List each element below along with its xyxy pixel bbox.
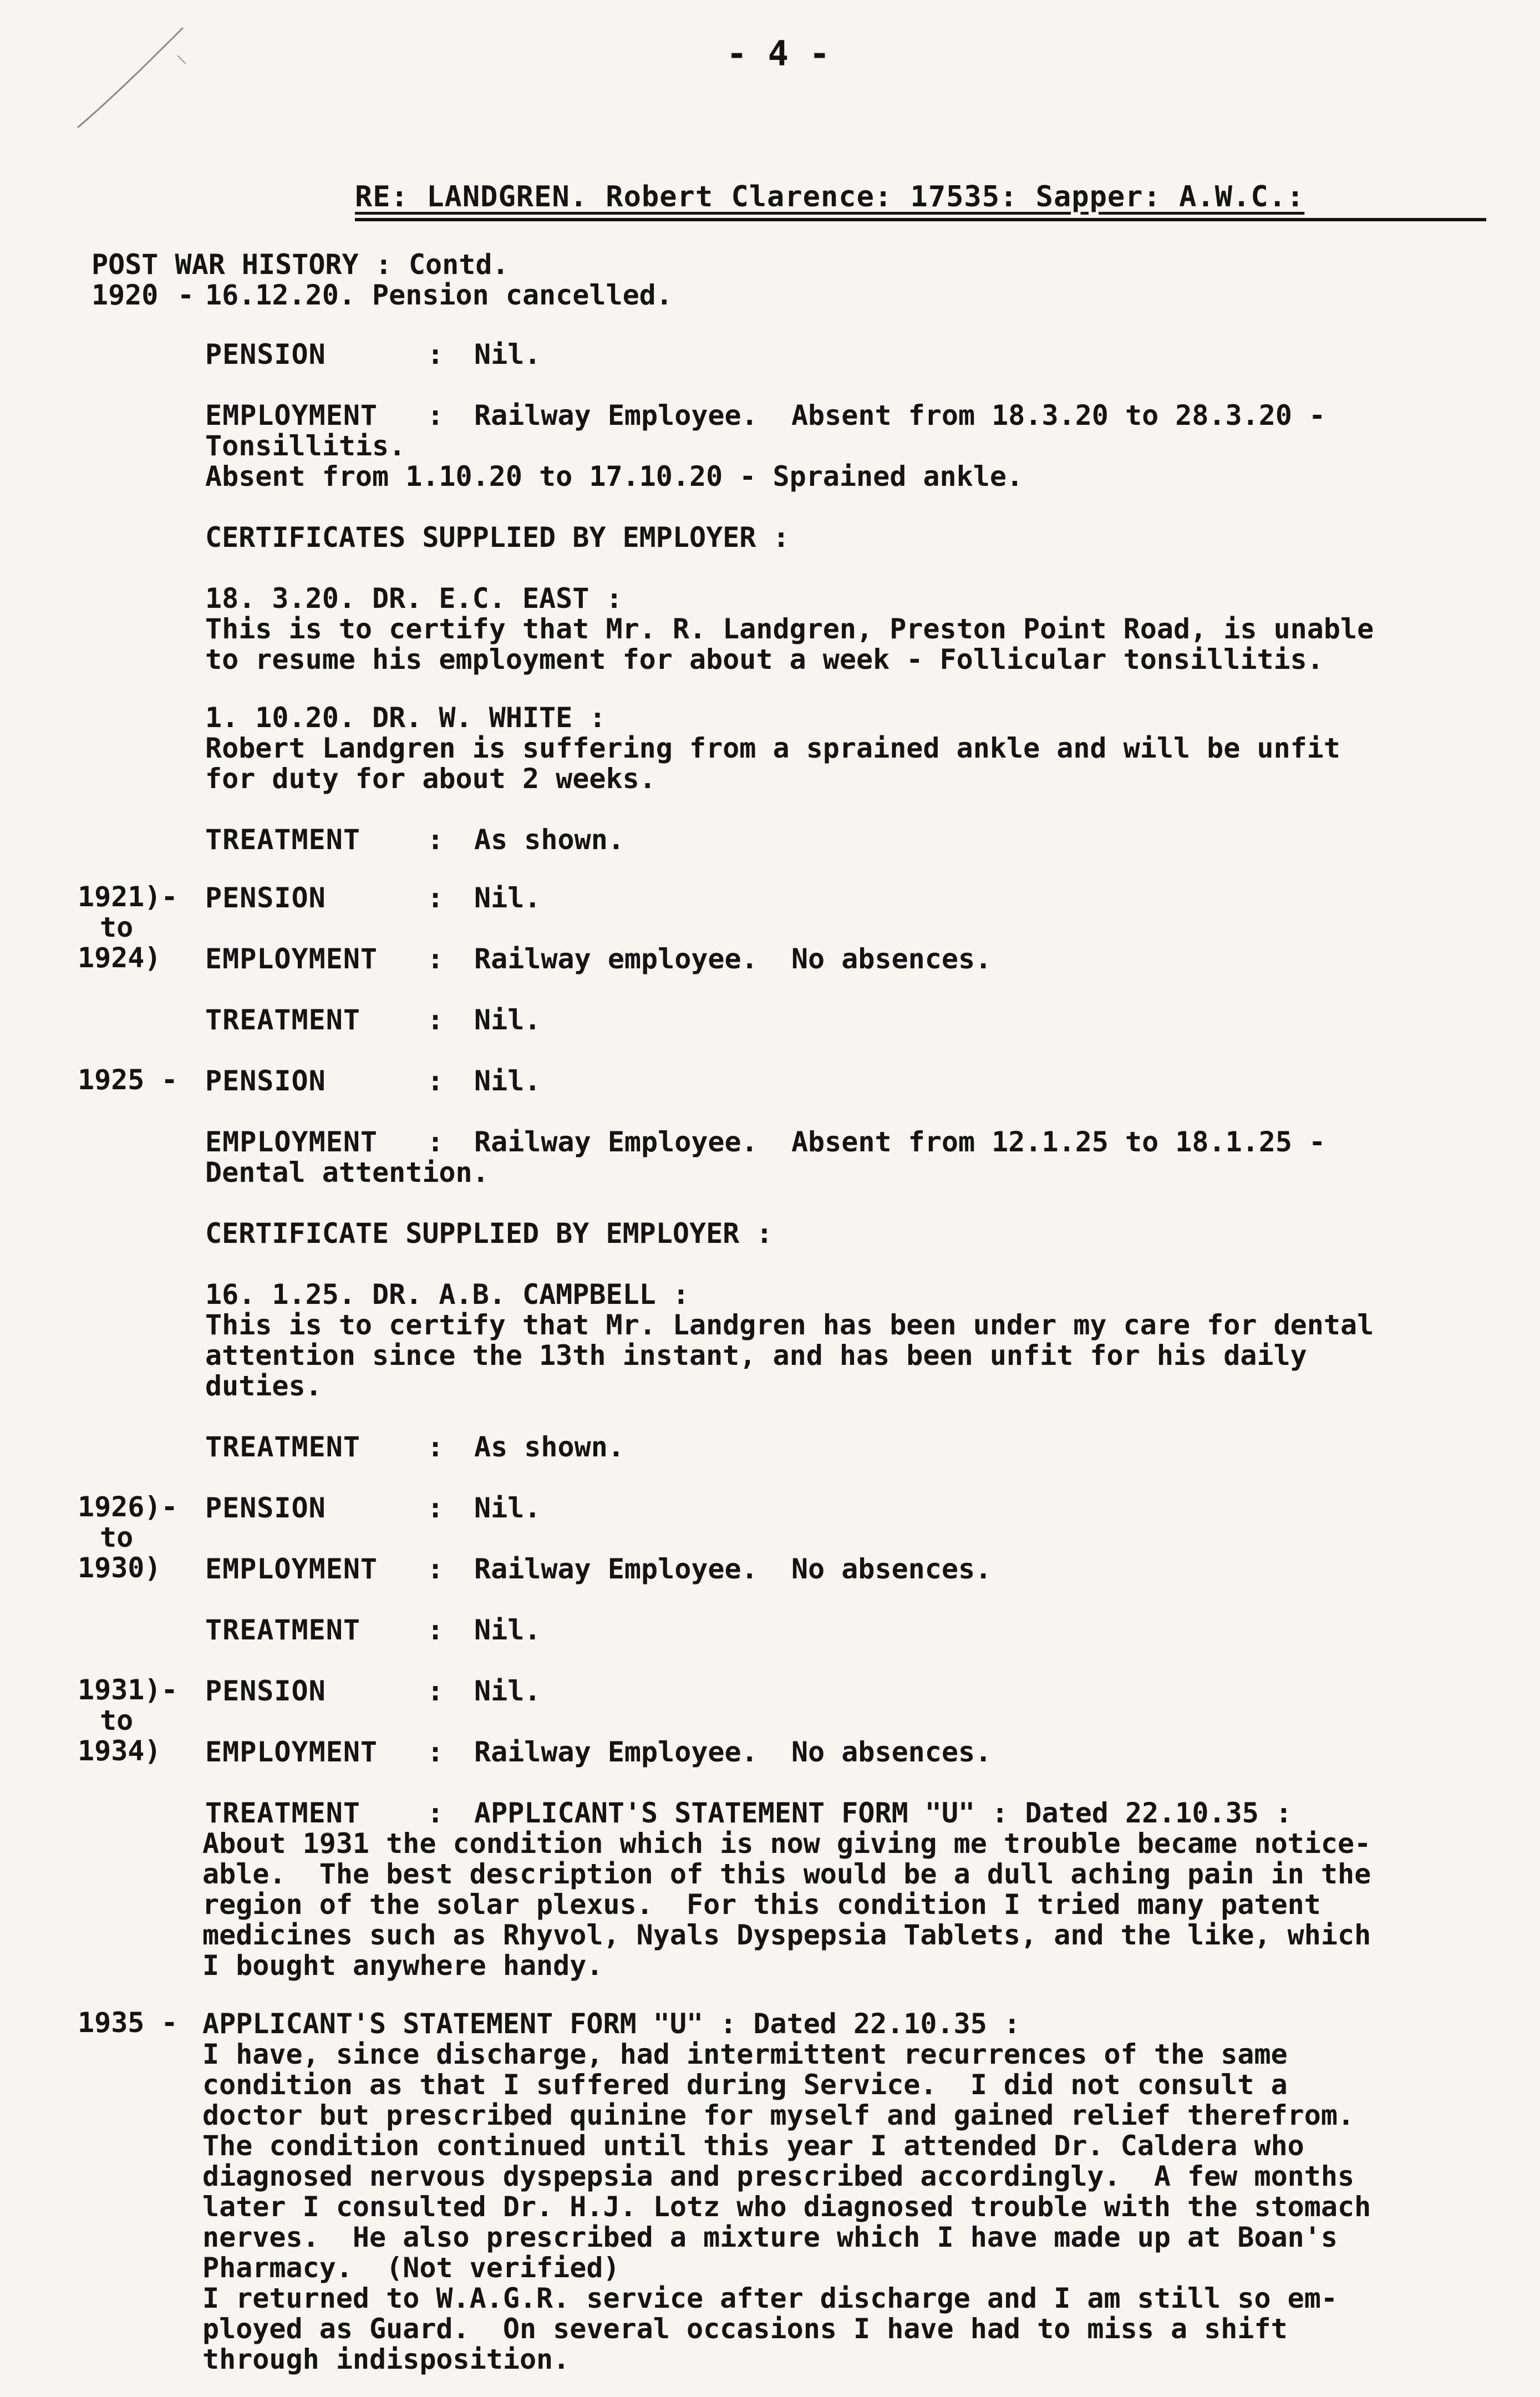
colon: :	[427, 1004, 444, 1036]
year-range-to: to	[100, 1521, 134, 1553]
certificate-text: duties.	[205, 1370, 322, 1402]
statement-text: Pharmacy. (Not verified)	[202, 2252, 620, 2284]
employment-continuation: Absent from 1.10.20 to 17.10.20 - Sprained ankle.	[205, 460, 1024, 492]
certificate-text: attention since the 13th instant, and has been unfit for his daily	[205, 1339, 1307, 1372]
employment-continuation: Tonsillitis.	[205, 430, 406, 462]
employment-value: Railway employee. No absences.	[474, 943, 992, 975]
statement-text: I bought anywhere handy.	[202, 1949, 603, 1982]
colon: :	[427, 1126, 444, 1158]
certificate-heading: 18. 3.20. DR. E.C. EAST :	[205, 582, 623, 615]
pension-label: PENSION	[205, 1675, 326, 1707]
section-heading: POST WAR HISTORY : Contd.	[92, 248, 509, 281]
statement-text: About 1931 the condition which is now giving me trouble became notice-	[202, 1827, 1371, 1860]
certificates-heading: CERTIFICATE SUPPLIED BY EMPLOYER :	[205, 1217, 773, 1250]
pencil-mark	[67, 22, 194, 133]
statement-text: ployed as Guard. On several occasions I have had to miss a shift	[202, 2313, 1288, 2345]
statement-heading: APPLICANT'S STATEMENT FORM "U" : Dated 22.10.35 :	[202, 2008, 1021, 2040]
colon: :	[427, 1736, 444, 1768]
treatment-value: As shown.	[474, 1431, 624, 1463]
year-range-to: to	[100, 1704, 134, 1736]
employment-value: Railway Employee. No absences.	[474, 1736, 992, 1768]
pension-cancelled-text: 16.12.20. Pension cancelled.	[205, 279, 673, 311]
year-range-to: to	[100, 911, 134, 943]
employment-continuation: Dental attention.	[205, 1156, 489, 1189]
pension-value: Nil.	[474, 338, 541, 370]
certificate-heading: 16. 1.25. DR. A.B. CAMPBELL :	[205, 1278, 689, 1311]
colon: :	[427, 1553, 444, 1585]
certificate-heading: 1. 10.20. DR. W. WHITE :	[205, 702, 606, 734]
pension-value: Nil.	[474, 1675, 541, 1707]
year-range-start: 1931)-	[78, 1674, 178, 1706]
treatment-value: Nil.	[474, 1614, 541, 1646]
statement-text: later I consulted Dr. H.J. Lotz who diagnosed trouble with the stomach	[202, 2191, 1371, 2223]
pension-value: Nil.	[474, 1065, 541, 1097]
statement-text: region of the solar plexus. For this condition I tried many patent	[202, 1888, 1321, 1921]
employment-value: Railway Employee. Absent from 12.1.25 to 18.1.25 -	[474, 1126, 1326, 1158]
treatment-label: TREATMENT	[205, 824, 360, 856]
colon: :	[427, 1797, 444, 1829]
employment-value: Railway Employee. Absent from 18.3.20 to 28.3.20 -	[474, 399, 1326, 431]
treatment-value: APPLICANT'S STATEMENT FORM "U" : Dated 22.10.35 :	[474, 1797, 1293, 1829]
pension-label: PENSION	[205, 1065, 326, 1097]
statement-text: The condition continued until this year I attended Dr. Caldera who	[202, 2130, 1304, 2162]
employment-label: EMPLOYMENT	[205, 1126, 378, 1158]
year-dash: -	[177, 279, 195, 311]
pension-value: Nil.	[474, 882, 541, 914]
colon: :	[427, 1614, 444, 1646]
employment-label: EMPLOYMENT	[205, 1553, 378, 1585]
page-number: - 4 -	[726, 33, 830, 74]
subject-line: RE: LANDGREN. Robert Clarence: 17535: Sapper: A.W.C.:	[355, 180, 1486, 221]
treatment-value: Nil.	[474, 1004, 541, 1036]
pension-label: PENSION	[205, 338, 326, 370]
year-range-end: 1924)	[78, 942, 161, 974]
treatment-label: TREATMENT	[205, 1614, 360, 1646]
year-range-end: 1930)	[78, 1552, 161, 1584]
statement-text: condition as that I suffered during Service. I did not consult a	[202, 2069, 1288, 2101]
certificate-text: Robert Landgren is suffering from a sprained ankle and will be unfit	[205, 732, 1340, 764]
statement-text: I have, since discharge, had intermittent recurrences of the same	[202, 2038, 1288, 2070]
employment-label: EMPLOYMENT	[205, 1736, 378, 1768]
colon: :	[427, 338, 444, 370]
certificate-text: This is to certify that Mr. R. Landgren, Preston Point Road, is unable	[205, 613, 1374, 645]
pension-label: PENSION	[205, 1492, 326, 1524]
colon: :	[427, 1492, 444, 1524]
statement-text: I returned to W.A.G.R. service after discharge and I am still so em-	[202, 2282, 1338, 2314]
colon: :	[427, 943, 444, 975]
treatment-value: As shown.	[474, 824, 624, 856]
statement-text: nerves. He also prescribed a mixture which I have made up at Boan's	[202, 2221, 1338, 2253]
year-label: 1935 -	[78, 2007, 178, 2039]
year-range-end: 1934)	[78, 1735, 161, 1767]
certificate-text: to resume his employment for about a week - Follicular tonsillitis.	[205, 643, 1324, 676]
treatment-label: TREATMENT	[205, 1431, 360, 1463]
year-range-start: 1926)-	[78, 1491, 178, 1523]
employment-value: Railway Employee. No absences.	[474, 1553, 992, 1585]
certificate-text: This is to certify that Mr. Landgren has been under my care for dental	[205, 1309, 1374, 1341]
colon: :	[427, 824, 444, 856]
treatment-label: TREATMENT	[205, 1797, 360, 1829]
statement-text: medicines such as Rhyvol, Nyals Dyspepsia Tablets, and the like, which	[202, 1919, 1371, 1951]
statement-text: doctor but prescribed quinine for myself and gained relief therefrom.	[202, 2099, 1355, 2131]
year-label: 1920	[92, 279, 159, 311]
certificate-text: for duty for about 2 weeks.	[205, 763, 656, 795]
year-label: 1925 -	[78, 1064, 178, 1096]
treatment-label: TREATMENT	[205, 1004, 360, 1036]
colon: :	[427, 1431, 444, 1463]
statement-text: able. The best description of this would be a dull aching pain in the	[202, 1858, 1371, 1890]
employment-label: EMPLOYMENT	[205, 943, 378, 975]
certificates-heading: CERTIFICATES SUPPLIED BY EMPLOYER :	[205, 521, 790, 553]
colon: :	[427, 399, 444, 431]
colon: :	[427, 1675, 444, 1707]
employment-label: EMPLOYMENT	[205, 399, 378, 431]
colon: :	[427, 1065, 444, 1097]
statement-text: diagnosed nervous dyspepsia and prescribed accordingly. A few months	[202, 2160, 1355, 2192]
pension-label: PENSION	[205, 882, 326, 914]
year-range-start: 1921)-	[78, 881, 178, 913]
pension-value: Nil.	[474, 1492, 541, 1524]
colon: :	[427, 882, 444, 914]
statement-text: through indisposition.	[202, 2343, 570, 2375]
